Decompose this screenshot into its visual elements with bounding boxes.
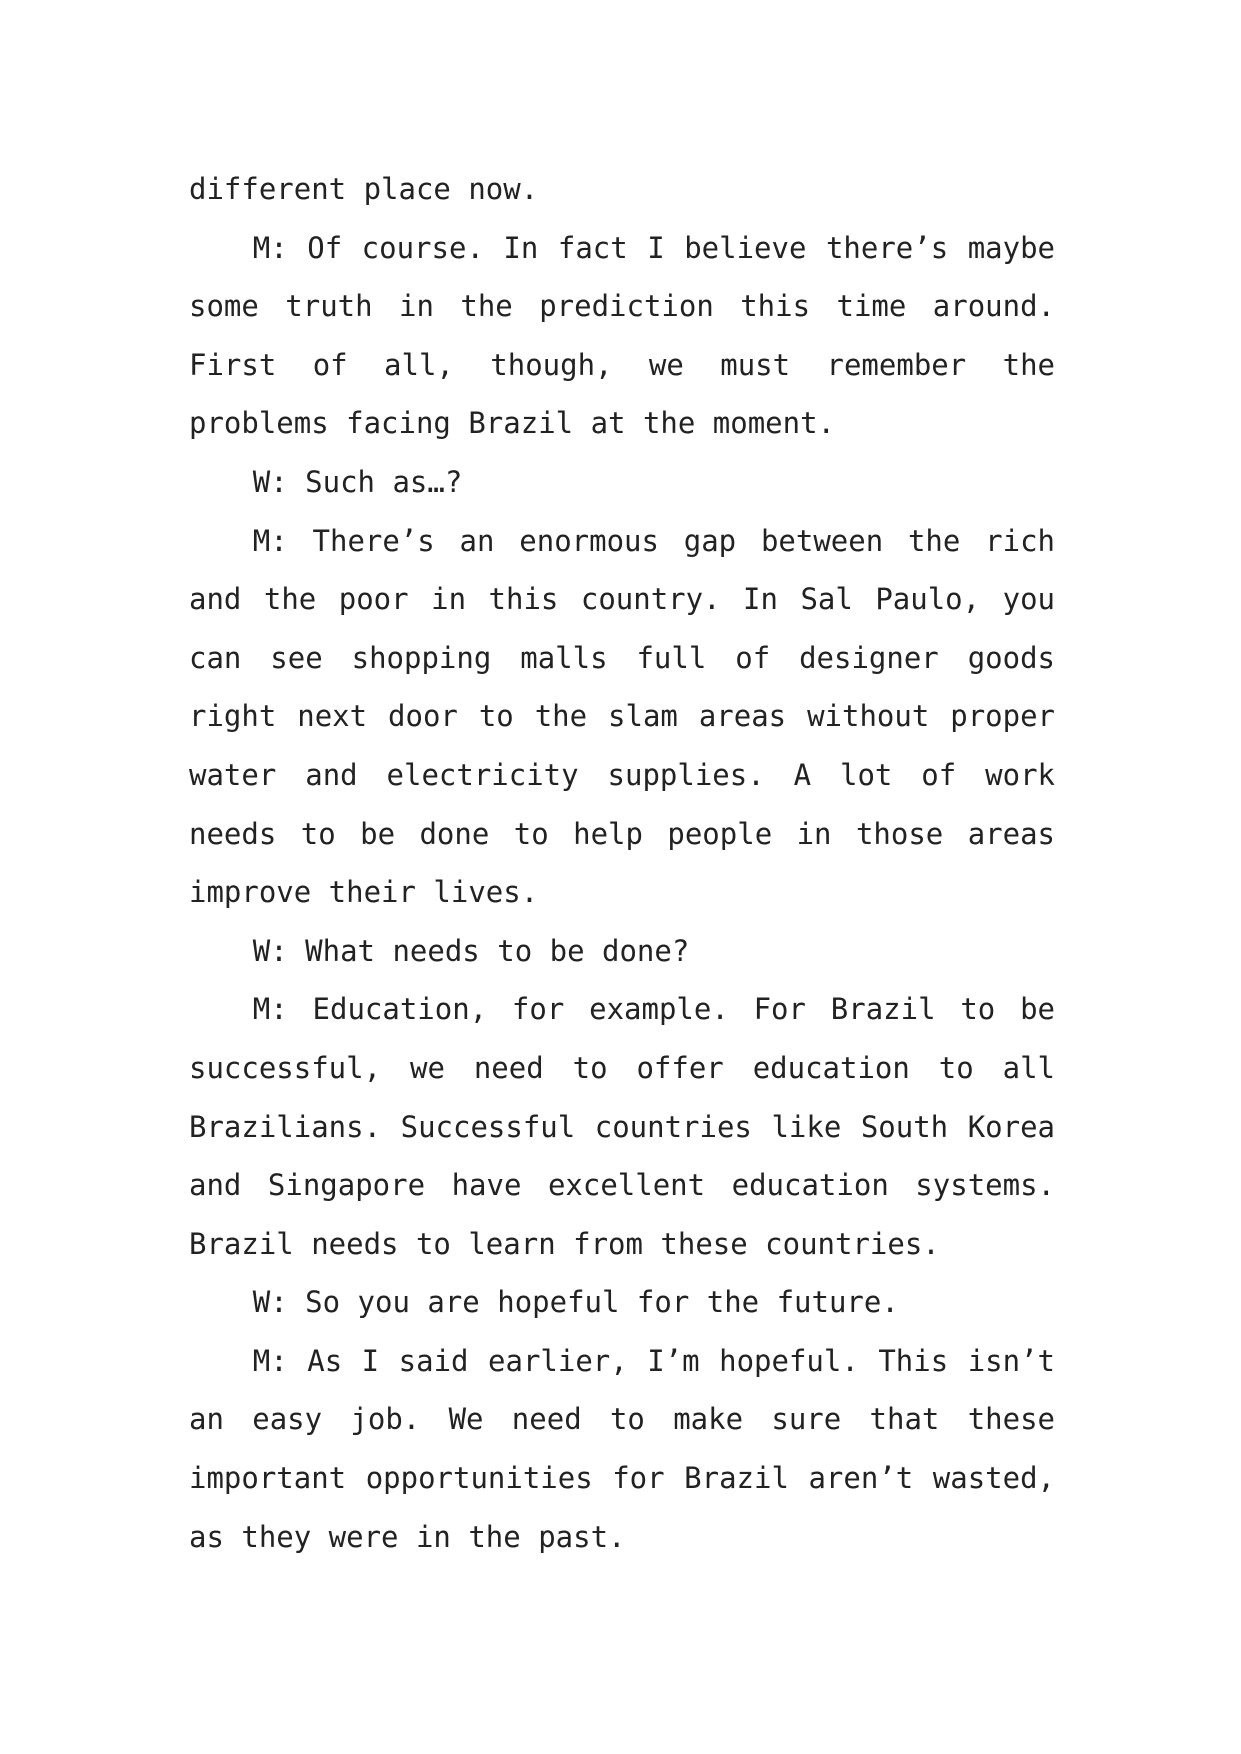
paragraph-m-3: M: Education, for example. For Brazil to be successful, we need to offer education to all Brazilians. Successful countries like South Korea and Singapore have excellent education systems. Brazil needs to learn from these countries. <box>189 992 1055 1261</box>
paragraph-m-2: M: There’s an enormous gap between the rich and the poor in this country. In Sal Paulo, you can see shopping malls full of designer goods right next door to the slam areas without proper water and electricity supplies. A lot of work needs to be done to help people in those areas improve their lives. <box>189 523 1055 910</box>
paragraph-m-4: M: As I said earlier, I’m hopeful. This isn’t an easy job. We need to make sure that these important opportunities for Brazil aren’t wasted, as they were in the past. <box>189 1343 1055 1554</box>
paragraph-continuation: different place now. <box>189 172 539 206</box>
dialogue-text <box>189 160 1055 1566</box>
paragraph-w-1: W: Such as…? <box>252 464 463 499</box>
paragraph-m-1: M: Of course. In fact I believe there’s maybe some truth in the prediction this time around. First of all, though, we must remember the problems facing Brazil at the moment. <box>189 230 1055 441</box>
paragraph-w-2: W: What needs to be done? <box>252 933 690 968</box>
paragraph-w-3: W: So you are hopeful for the future. <box>252 1285 899 1320</box>
